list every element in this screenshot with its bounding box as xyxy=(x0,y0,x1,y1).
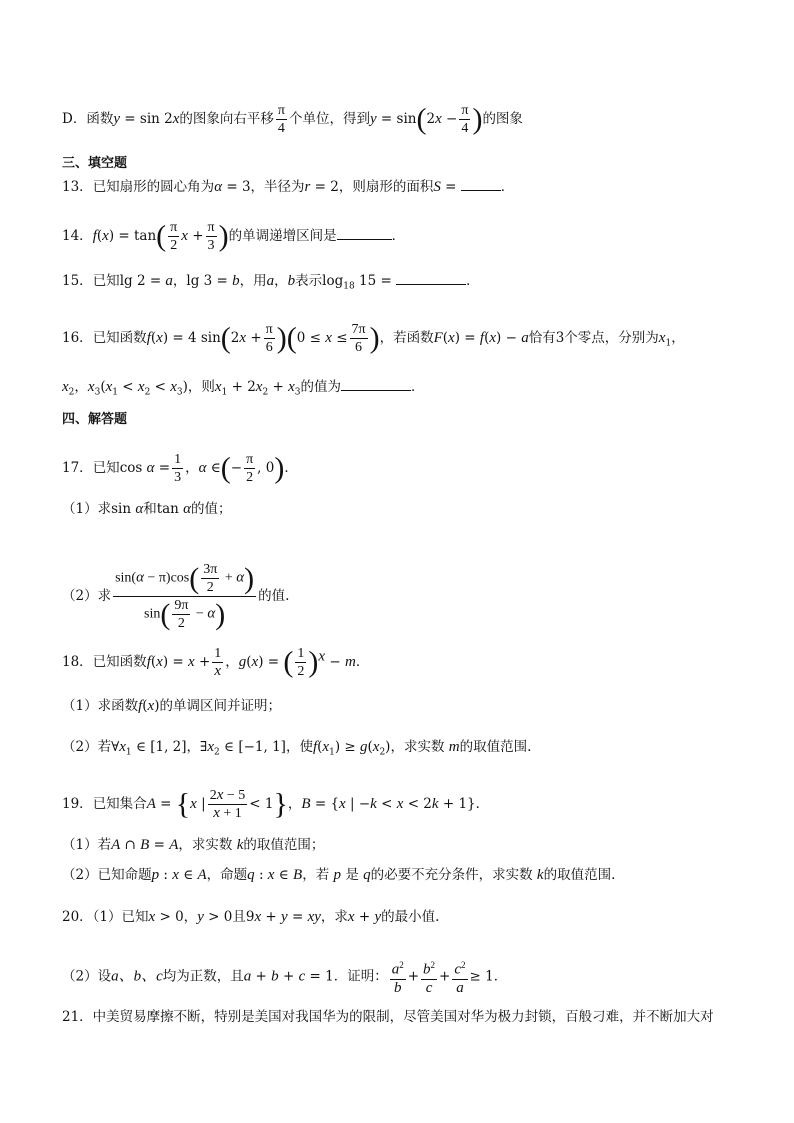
question-20-part1: 20．（1）已知x > 0，y > 0且9x + y = xy，求x + y的最小值. xyxy=(62,909,440,925)
question-14: 14．f(x) = tan( $\frac{\pi}{2}$ x + $\frac{\pi}{3}$ )的单调递增区间是 ． xyxy=(62,219,406,253)
question-21: 21．中美贸易摩擦不断，特别是美国对我国华为的限制，尽管美国对华为极力封锁，百般刁难，并不断加大对 xyxy=(62,1009,714,1025)
question-18-part2: （2）若$\forall x_1$ ∈ [1, 2]，$\exists x_2$ ∈ [−1, 1]，使$f(x_1) \ge g(x_2)$，求实数 m的取值范围. xyxy=(62,739,532,758)
option-d-suffix: 的图象 xyxy=(482,111,523,127)
option-d-prefix: D．函数 xyxy=(62,111,114,127)
answer-blank[interactable] xyxy=(396,272,466,285)
answer-blank[interactable] xyxy=(461,178,501,191)
answer-blank[interactable] xyxy=(341,378,411,391)
question-20-part2: （2）设a、b、c均为正数，且a + b + c = 1．证明： $\frac{a^2}{b}$ + $\frac{b^2}{c}$ + $\frac{c^2}{a}$ ≥ 1． xyxy=(62,960,508,996)
question-19-part1: （1）若A ∩ B = A，求实数 k的取值范围； xyxy=(62,837,325,853)
option-d-mid1: 的图象向右平移 xyxy=(179,111,274,127)
question-18: 18．已知函数f(x) = x + $\frac{1}{x}$ ，g(x) = ( $\frac{1}{2}$ )$^x$ − m． xyxy=(62,645,370,679)
question-17: 17．已知cos α = $\frac{1}{3}$ ，α ∈(− $\frac{\pi}{2}$ , 0)． xyxy=(62,451,298,485)
question-16-cont: $x_2$，$x_3(x_1 < x_2 < x_3)$，则$x_1 + 2x_2 + x_3$的值为 ． xyxy=(62,379,425,398)
question-17-part2: （2）求 sin(α − π)cos( $\frac{3\pi}{2}$ + α) sin( $\frac{9\pi}{2}$ − α) 的值. xyxy=(62,562,290,631)
option-d-mid2: 个单位，得到 xyxy=(288,111,370,127)
section-fill-blank: 三、填空题 xyxy=(62,156,128,171)
option-d: D．函数y = sin 2x的图象向右平移 $\frac{\pi}{4}$ 个单位，得到y = sin(2x − $\frac{\pi}{4}$ )的图象 xyxy=(62,102,523,136)
question-13: 13．已知扇形的圆心角为α = 3，半径为r = 2，则扇形的面积S = ． xyxy=(62,179,515,195)
question-16: 16．已知函数f(x) = 4 sin(2x + $\frac{\pi}{6}$ )(0 ≤ x ≤ $\frac{7\pi}{6}$ )，若函数F(x) = f(x) − a恰有3个零点，分别为$x_1$， xyxy=(62,321,685,355)
answer-blank[interactable] xyxy=(337,227,392,240)
question-19-part2: （2）已知命题p : x ∈ A，命题q : x ∈ B，若 p 是 q的必要不充分条件，求实数 k的取值范围. xyxy=(62,867,616,883)
question-15: 15．已知lg 2 = a，lg 3 = b，用a，b表示$\log_{18} 15$ = ． xyxy=(62,273,480,292)
question-17-part1: （1）求sin α和tan α的值； xyxy=(62,501,232,517)
question-19: 19．已知集合A = {x | $\frac{2x - 5}{x + 1}$ < 1}，B = {x | −k < x < 2k + 1}． xyxy=(62,787,490,821)
question-18-part1: （1）求函数f(x)的单调区间并证明； xyxy=(62,698,281,714)
section-answer: 四、解答题 xyxy=(62,412,128,427)
